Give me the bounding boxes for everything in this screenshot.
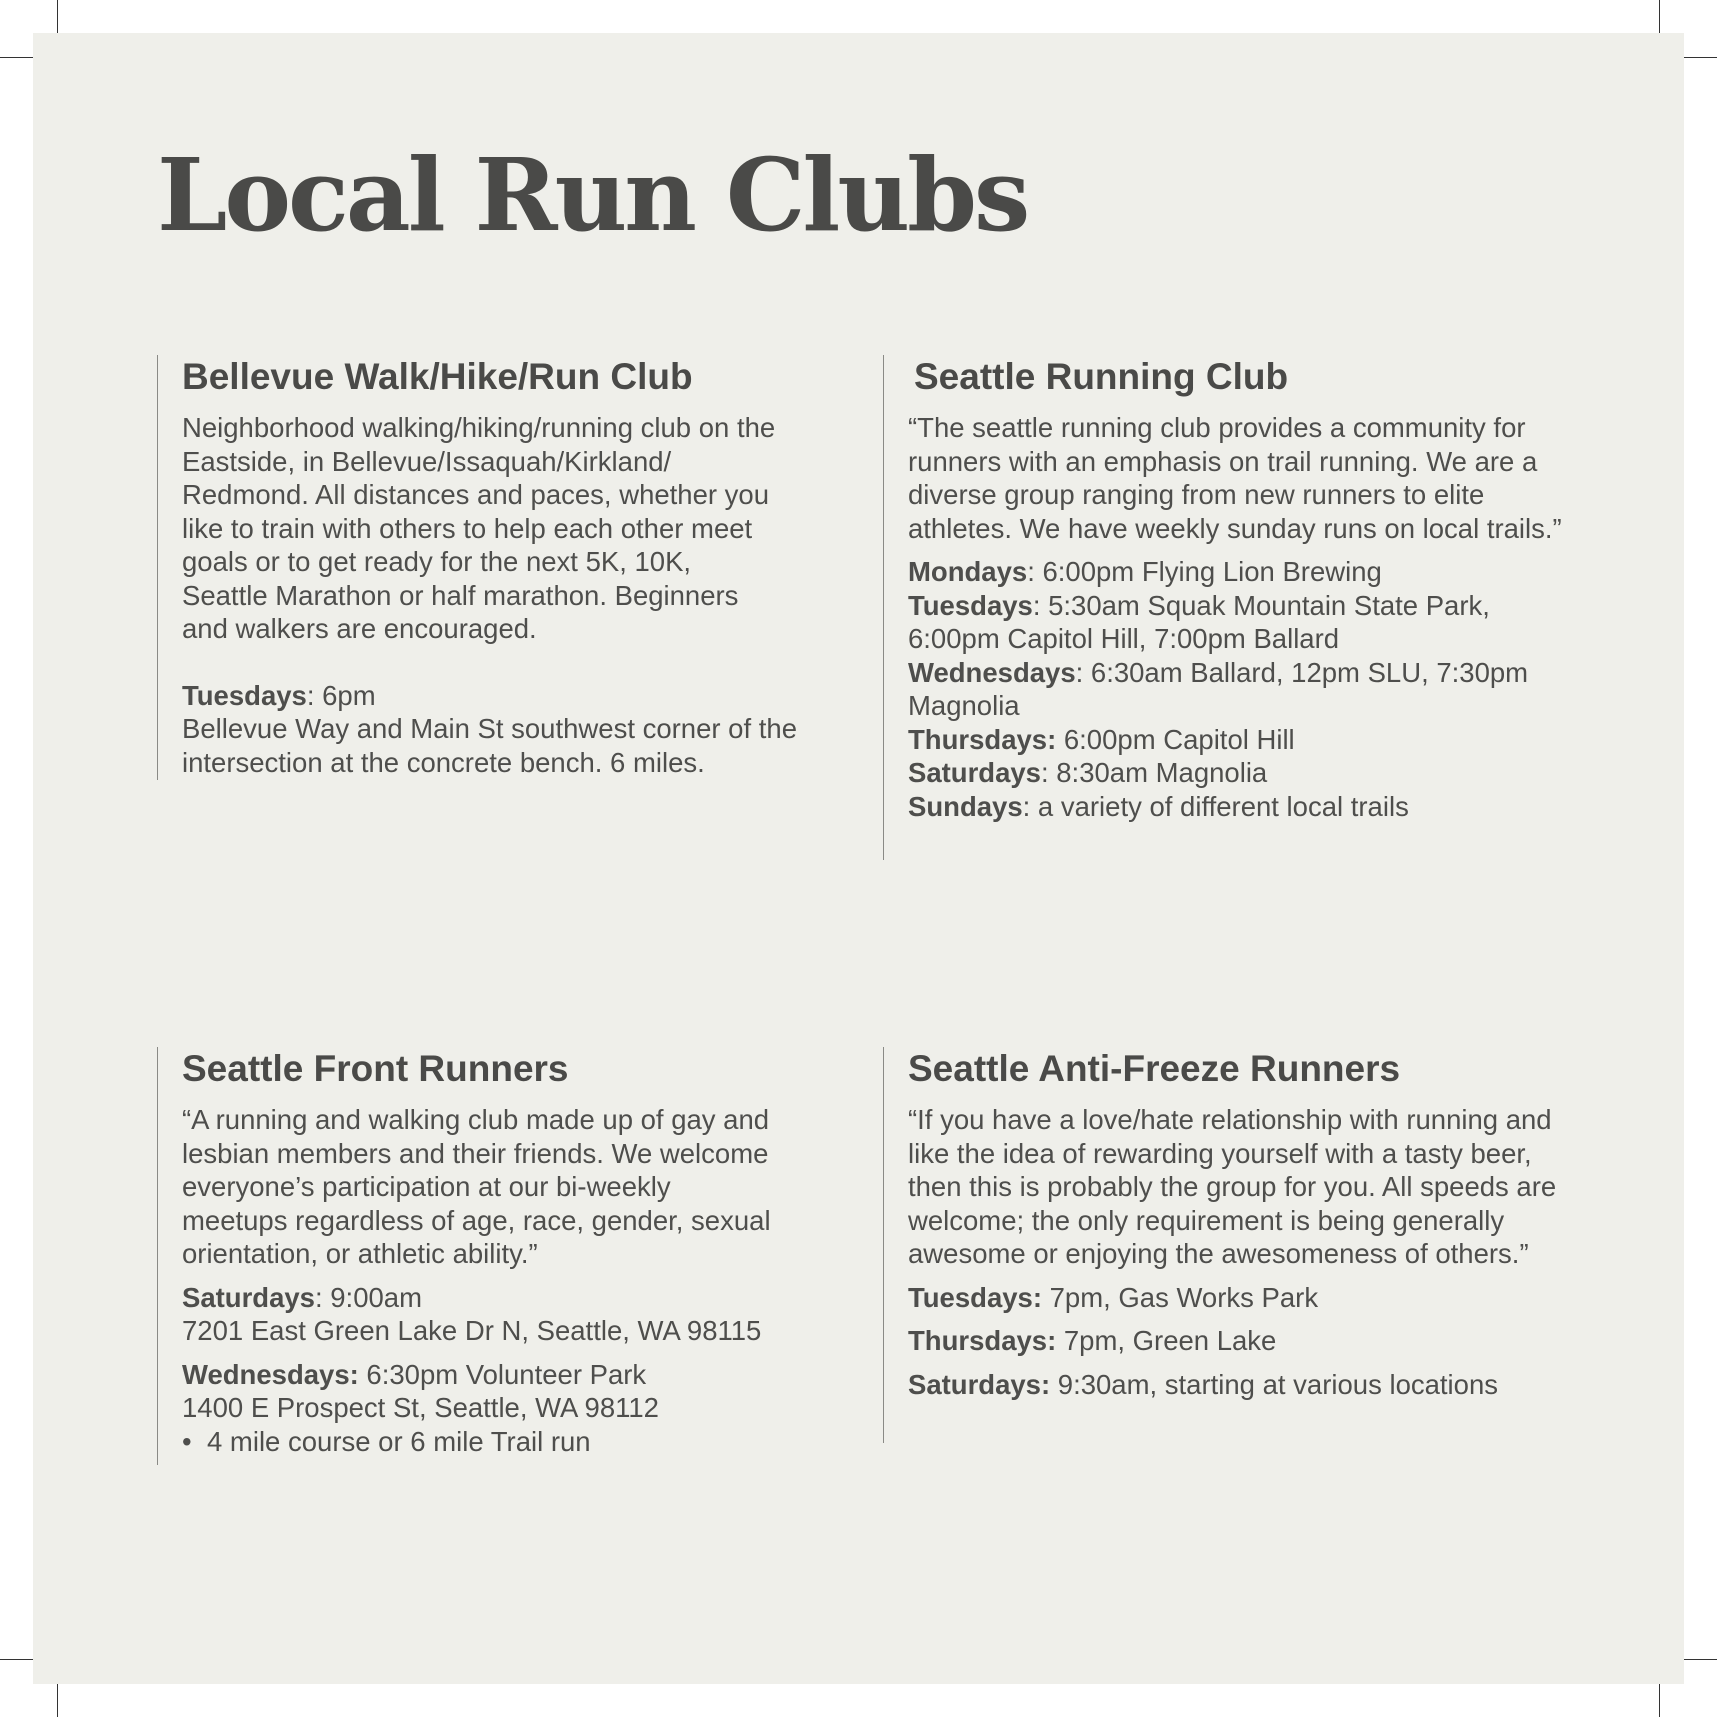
schedule-entry [908,555,1583,589]
schedule-day: Saturdays [908,757,1041,789]
schedule-time: : 6pm [306,679,376,711]
crop-mark [1679,1659,1717,1660]
schedule-entry [908,790,1583,824]
schedule-detail: 6:00pm Capitol Hill [1056,723,1295,755]
schedule-detail: : 6:00pm Flying Lion Brewing [1027,556,1382,588]
club-name: Seattle Running Club [914,356,1289,397]
schedule-entry [182,1358,817,1459]
schedule-day: Saturdays: [908,1368,1051,1400]
schedule-day: Mondays [908,556,1028,588]
schedule-entry [908,589,1548,656]
club-description: Neighborhood walking/hiking/running club on the Eastside, in Bellevue/Issaquah/Kirkland/ Redmond. All distances and paces, whether you like to train with others to help each other meet goals or to get ready for the next 5K, 10K, Seattle Marathon or half marathon. Beginners and walkers are encouraged. [182,412,776,645]
club-description: “The seattle running club provides a community for runners with an emphasis on trail running. We are a diverse group ranging from new runners to elite athletes. We have weekly sunday runs on local trails.” [908,412,1562,544]
schedule-day: Tuesdays: [908,1281,1042,1313]
schedule-day: Thursdays: [908,723,1057,755]
schedule-entry [908,1324,1583,1358]
schedule-day: Tuesdays [908,589,1033,621]
schedule-entry [908,656,1568,723]
schedule-address: 1400 E Prospect St, Seattle, WA 98112 [182,1392,659,1424]
schedule-detail: : 5:30am Squak Mountain State Park, 6:00pm Capitol Hill, 7:00pm Ballard [908,589,1490,655]
schedule-day: Thursdays: [908,1325,1057,1357]
schedule-address: 7201 East Green Lake Dr N, Seattle, WA 98115 [182,1315,762,1347]
crop-mark [57,1679,58,1717]
club-name: Seattle Anti-Freeze Runners [908,1048,1401,1089]
club-seattle-anti-freeze [883,1047,1583,1443]
club-seattle-running [883,355,1583,860]
schedule-entry [908,723,1583,757]
club-description: “A running and walking club made up of gay and lesbian members and their friends. We welcome everyone’s participation at our bi-weekly meetups regardless of age, race, gender, sexual orientation, or athletic ability.” [182,1104,771,1270]
schedule-detail: : 8:30am Magnolia [1040,757,1268,789]
schedule-day: Wednesdays: [182,1358,359,1390]
bullet-text: 4 mile course or 6 mile Trail run [207,1425,591,1457]
club-name: Seattle Front Runners [182,1048,569,1089]
club-seattle-front-runners [157,1047,817,1465]
club-name: Bellevue Walk/Hike/Run Club [182,356,693,397]
schedule-day: Wednesdays [908,656,1076,688]
schedule-list [908,555,1583,823]
schedule-detail: 9:30am, starting at various locations [1050,1368,1499,1400]
schedule-day: Tuesdays [182,679,307,711]
schedule-detail: 7pm, Gas Works Park [1041,1281,1319,1313]
schedule-time: : 9:00am [314,1281,422,1313]
schedule-bullet [182,1425,817,1459]
schedule-day: Saturdays [182,1281,315,1313]
schedule-entry [908,756,1583,790]
schedule-entry [908,1281,1583,1315]
schedule-entry [182,679,817,713]
schedule-detail: : 6:30am Ballard, 12pm SLU, 7:30pm Magnolia [908,656,1529,722]
crop-mark [1659,1679,1660,1717]
schedule-detail: 7pm, Green Lake [1056,1325,1277,1357]
crop-mark [1679,57,1717,58]
schedule-day: Sundays [908,790,1023,822]
schedule-entry [182,1281,817,1348]
schedule-detail: : a variety of different local trails [1022,790,1409,822]
club-location: Bellevue Way and Main St southwest corner of the intersection at the concrete bench. 6 miles. [182,713,797,778]
club-description: “If you have a love/hate relationship with running and like the idea of rewarding yourself with a tasty beer, then this is probably the group for you. All speeds are welcome; the only requirement is being generally awesome or enjoying the awesomeness of others.” [908,1104,1557,1270]
schedule-time: 6:30pm Volunteer Park [358,1358,647,1390]
club-bellevue [157,355,817,780]
page-title: Local Run Clubs [157,136,1028,254]
schedule-entry [908,1368,1583,1402]
bullet-icon: • [182,1425,192,1457]
